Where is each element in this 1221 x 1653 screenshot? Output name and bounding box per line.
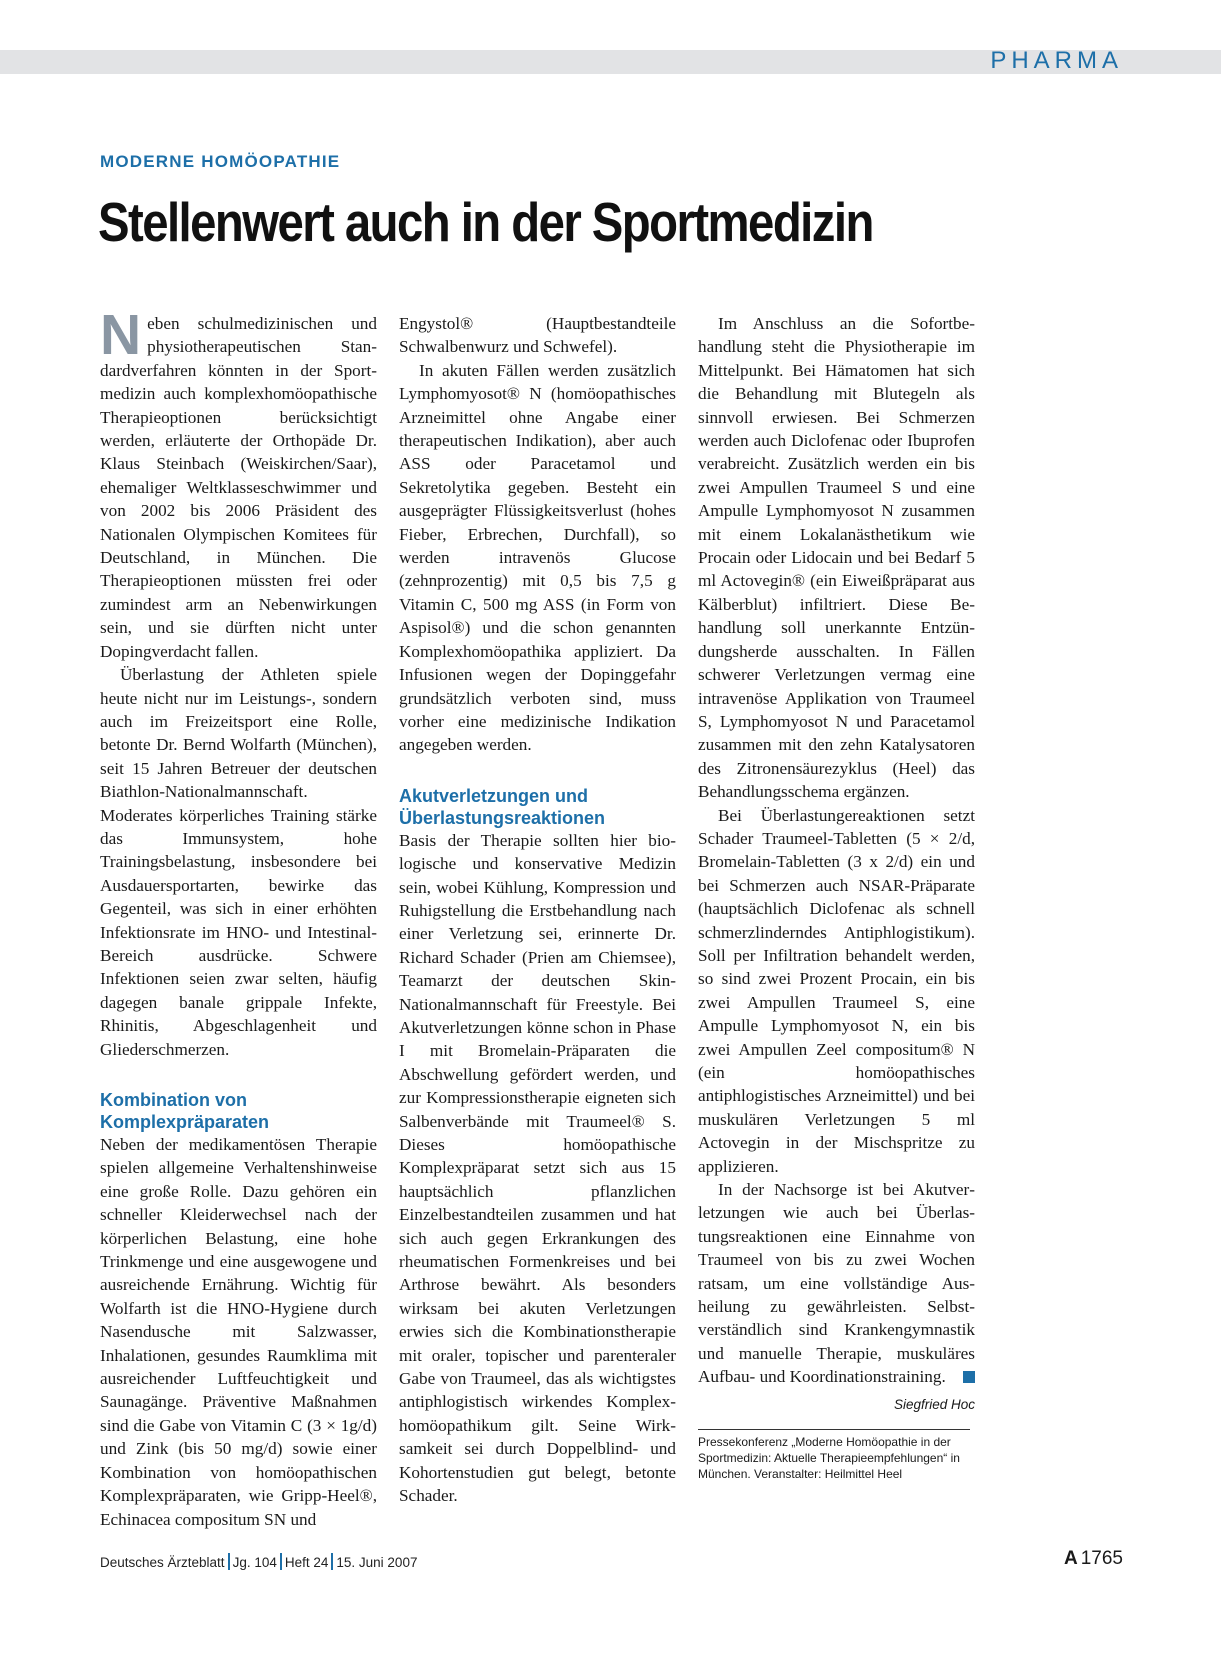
text-column-2 [399,312,676,1508]
press-conference-note: Pressekonferenz „Moderne Homöopathie in der Sportmedizin: Aktuelle Therapieempfehlungen“ in München. Veranstalter: Heilmittel Heel [698,1429,970,1482]
page-number-value: 1765 [1080,1548,1123,1569]
drop-cap: N [100,303,142,367]
page-footer [100,1553,417,1570]
page-prefix: A [1063,1548,1078,1569]
paragraph: In akuten Fällen werden zusätzlich Lymphomyosot® N (homöopathisches Arzneimittel ohne Angabe einer therapeutischen Indikation), aber auch ASS oder Paracetamol und Sekretolytika gegeben. Besteht ein ausgeprägter Flüssigkeitsverlust (hohes Fieber, Erbrechen, Durchfall), so werden intravenös Glucose (zehnprozentig) mit 0,5 bis 7,5 g Vitamin C, 500 mg ASS (in Form von Aspisol®) und die schon genannten Komplexhomöopathika appliziert. Da Infusionen wegen der Dopinggefahr grundsätzlich verboten sind, muss vorher eine medizinische Indikation angegeben werden. [399,360,676,755]
subheading-akutverletzungen: Akutverletzungen und Überlastungsreaktionen [399,785,606,828]
author-byline: Siegfried Hoc [893,1396,975,1412]
journal-volume: Jg. 104 [232,1555,277,1570]
journal-name: Deutsches Ärzteblatt [100,1555,225,1570]
paragraph-text: In der Nachsorge ist bei Akutverletzungen wie auch bei Überlastungsreaktionen eine Einnahme von Traumeel von bis zu zwei Wochen ratsam, um eine vollständige Ausheilung zu gewährleisten. Selbstverständlich sind Krankengymnastik und manuelle Therapie, muskuläres Aufbau- und Koordinationstraining. [698,1180,975,1387]
paragraph: Neben der medikamentösen Therapie spielen allgemeine Verhaltenshinweise eine große Rolle. Dazu gehören ein schneller Kleiderwechsel nach der körperlichen Belastung, eine hohe Trinkmenge und eine ausgewogene und ausreichende Ernährung. Wichtig für Wolfarth ist die HNO-Hygiene durch Nasendusche mit Salzwasser, Inhalationen, gesundes Raumklima mit ausreichender Luftfeuchtigkeit und Saunagänge. Präventive Maßnahmen sind die Gabe von Vitamin C (3 × 1g/d) und Zink (bis 50 mg/d) sowie einer Kombination von homöopathischen Komplexpräparaten, wie Gripp-Heel®, Echinacea compositum SN und [100,1135,377,1529]
paragraph: Überlastung der Athleten spiele heute nicht nur im Leistungs-, sondern auch im Freizeitsport eine Rolle, betonte Dr. Bernd Wolfarth (München), seit 15 Jahren Betreuer der deutschen Biathlon-Nationalmannschaft. Moderates körperliches Training stärke das Immunsystem, hohe Trainingsbelastung, insbesondere bei Ausdauersportarten, bewirke das Gegenteil, was sich in einer erhöhten Infektionsrate im HNO- und Intestinal-Bereich ausdrücke. Schwere Infektionen seien zwar selten, häufig dagegen banale grippale Infekte, Rhinitis, Abgeschlagenheit und Gliederschmerzen. [100,665,377,1059]
page-number [1064,1548,1123,1570]
end-of-article-icon [963,1371,975,1383]
paragraph-continued: Engystol® (Hauptbestandteile Schwalbenwurz und Schwefel). [399,314,676,357]
subheading-kombination: Kombination von Komplexpräparaten [100,1090,270,1132]
text-column-3 [698,312,975,1482]
publication-date: 15. Juni 2007 [336,1555,418,1570]
text-column-1 [100,303,377,1531]
paragraph-text: eben schulmedizinischen und physiotherapeutischen Standardverfahren könnten in der Sportmedizin auch komplexhomöopathische Therapieoptionen berücksichtigt werden, erläuterte der Orthopäde Dr. Klaus Steinbach (Weiskirchen/Saar), ehemaliger Weltklasseschwimmer und von 2002 bis 2006 Präsident des Nationalen Olympischen Komitees für Deutschland, in München. Die Therapieoptionen müssten frei oder zumindest arm an Nebenwirkungen sein, und sie dürften nicht unter Dopingverdacht fallen. [100,314,377,661]
paragraph-final [698,1178,975,1389]
divider [331,1553,333,1570]
article-headline: Stellenwert auch in der Sportmedizin [98,191,873,253]
article-kicker: MODERNE HOMÖOPATHIE [100,152,341,171]
paragraph: Im Anschluss an die Sofortbehandlung steht die Physiotherapie im Mittelpunkt. Bei Hämatomen hat sich die Behandlung mit Blutegeln als sinnvoll erwiesen. Bei Schmerzen werden auch Diclofenac oder Ibuprofen verabreicht. Zusätzlich werden ein bis zwei Ampullen Traumeel S und eine Ampulle Lymphomyosot N zusammen mit einem Lokalanästhetikum wie Procain oder Lidocain und bei Bedarf 5 ml Actovegin® (ein Eiweißpräparat aus Kälberblut) infiltriert. Diese Behandlung soll unerkannte Entzündungsherde ausschalten. In Fällen schwerer Verletzungen vermag eine intravenöse Applikation von Traumeel S, Lymphomyosot N und Paracetamol zusammen mit den zehn Katalysatoren des Zitronensäurezyklus (Heel) das Behandlungsschema ergänzen. [698,314,975,802]
journal-issue: Heft 24 [284,1555,329,1570]
divider [280,1553,282,1570]
paragraph: Basis der Therapie sollten hier biologische und konservative Medizin sein, wobei Kühlung, Kompression und Ruhigstellung die Erstbehandlung nach einer Verletzung sei, erinnerte Dr. Richard Schader (Prien am Chiemsee), Teamarzt der deutschen Skin-Nationalmannschaft für Freestyle. Bei Akutverletzungen könne schon in Phase I mit Bromelain-Präparaten die Abschwellung gefördert werden, und zur Kompressionstherapie eigneten sich Salbenverbände mit Traumeel® S. Dieses homöopathische Komplexpräparat setzt sich aus 15 hauptsächlich pflanzlichen Einzelbestandteilen zusammen und hat sich auch gegen Erkrankungen des rheumatischen Formenkreises und bei Arthrose bewährt. Als besonders wirksam bei akuten Verletzungen erwies sich die Kombinationstherapie mit oraler, topischer und parenteraler Gabe von Traumeel, das als wichtigstes antiphlogistisch wirkendes Komplexhomöopathikum gilt. Seine Wirksamkeit sei durch Doppelblind- und Kohortenstudien gut belegt, betonte Schader. [399,830,676,1506]
paragraph-intro [100,303,377,663]
section-label: PHARMA [990,47,1123,74]
divider [228,1553,230,1570]
paragraph: Bei Überlastungereaktionen setzt Schader Traumeel-Tabletten (5 × 2/d, Bromelain-Tabletten (3 x 2/d) ein und bei Schmerzen auch NSAR-Präparate (hauptsächlich Diclofenac als schnell schmerzlinderndes Antiphlogistikum). Soll per Infiltration behandelt werden, so sind zwei Prozent Procain, ein bis zwei Ampullen Traumeel S, eine Ampulle Lymphomyosot N, ein bis zwei Ampullen Zeel compositum® N (ein homöopathisches antiphlogistisches Arzneimittel) und bei muskulären Verletzungen 5 ml Actovegin in der Mischspritze zu applizieren. [698,805,975,1176]
